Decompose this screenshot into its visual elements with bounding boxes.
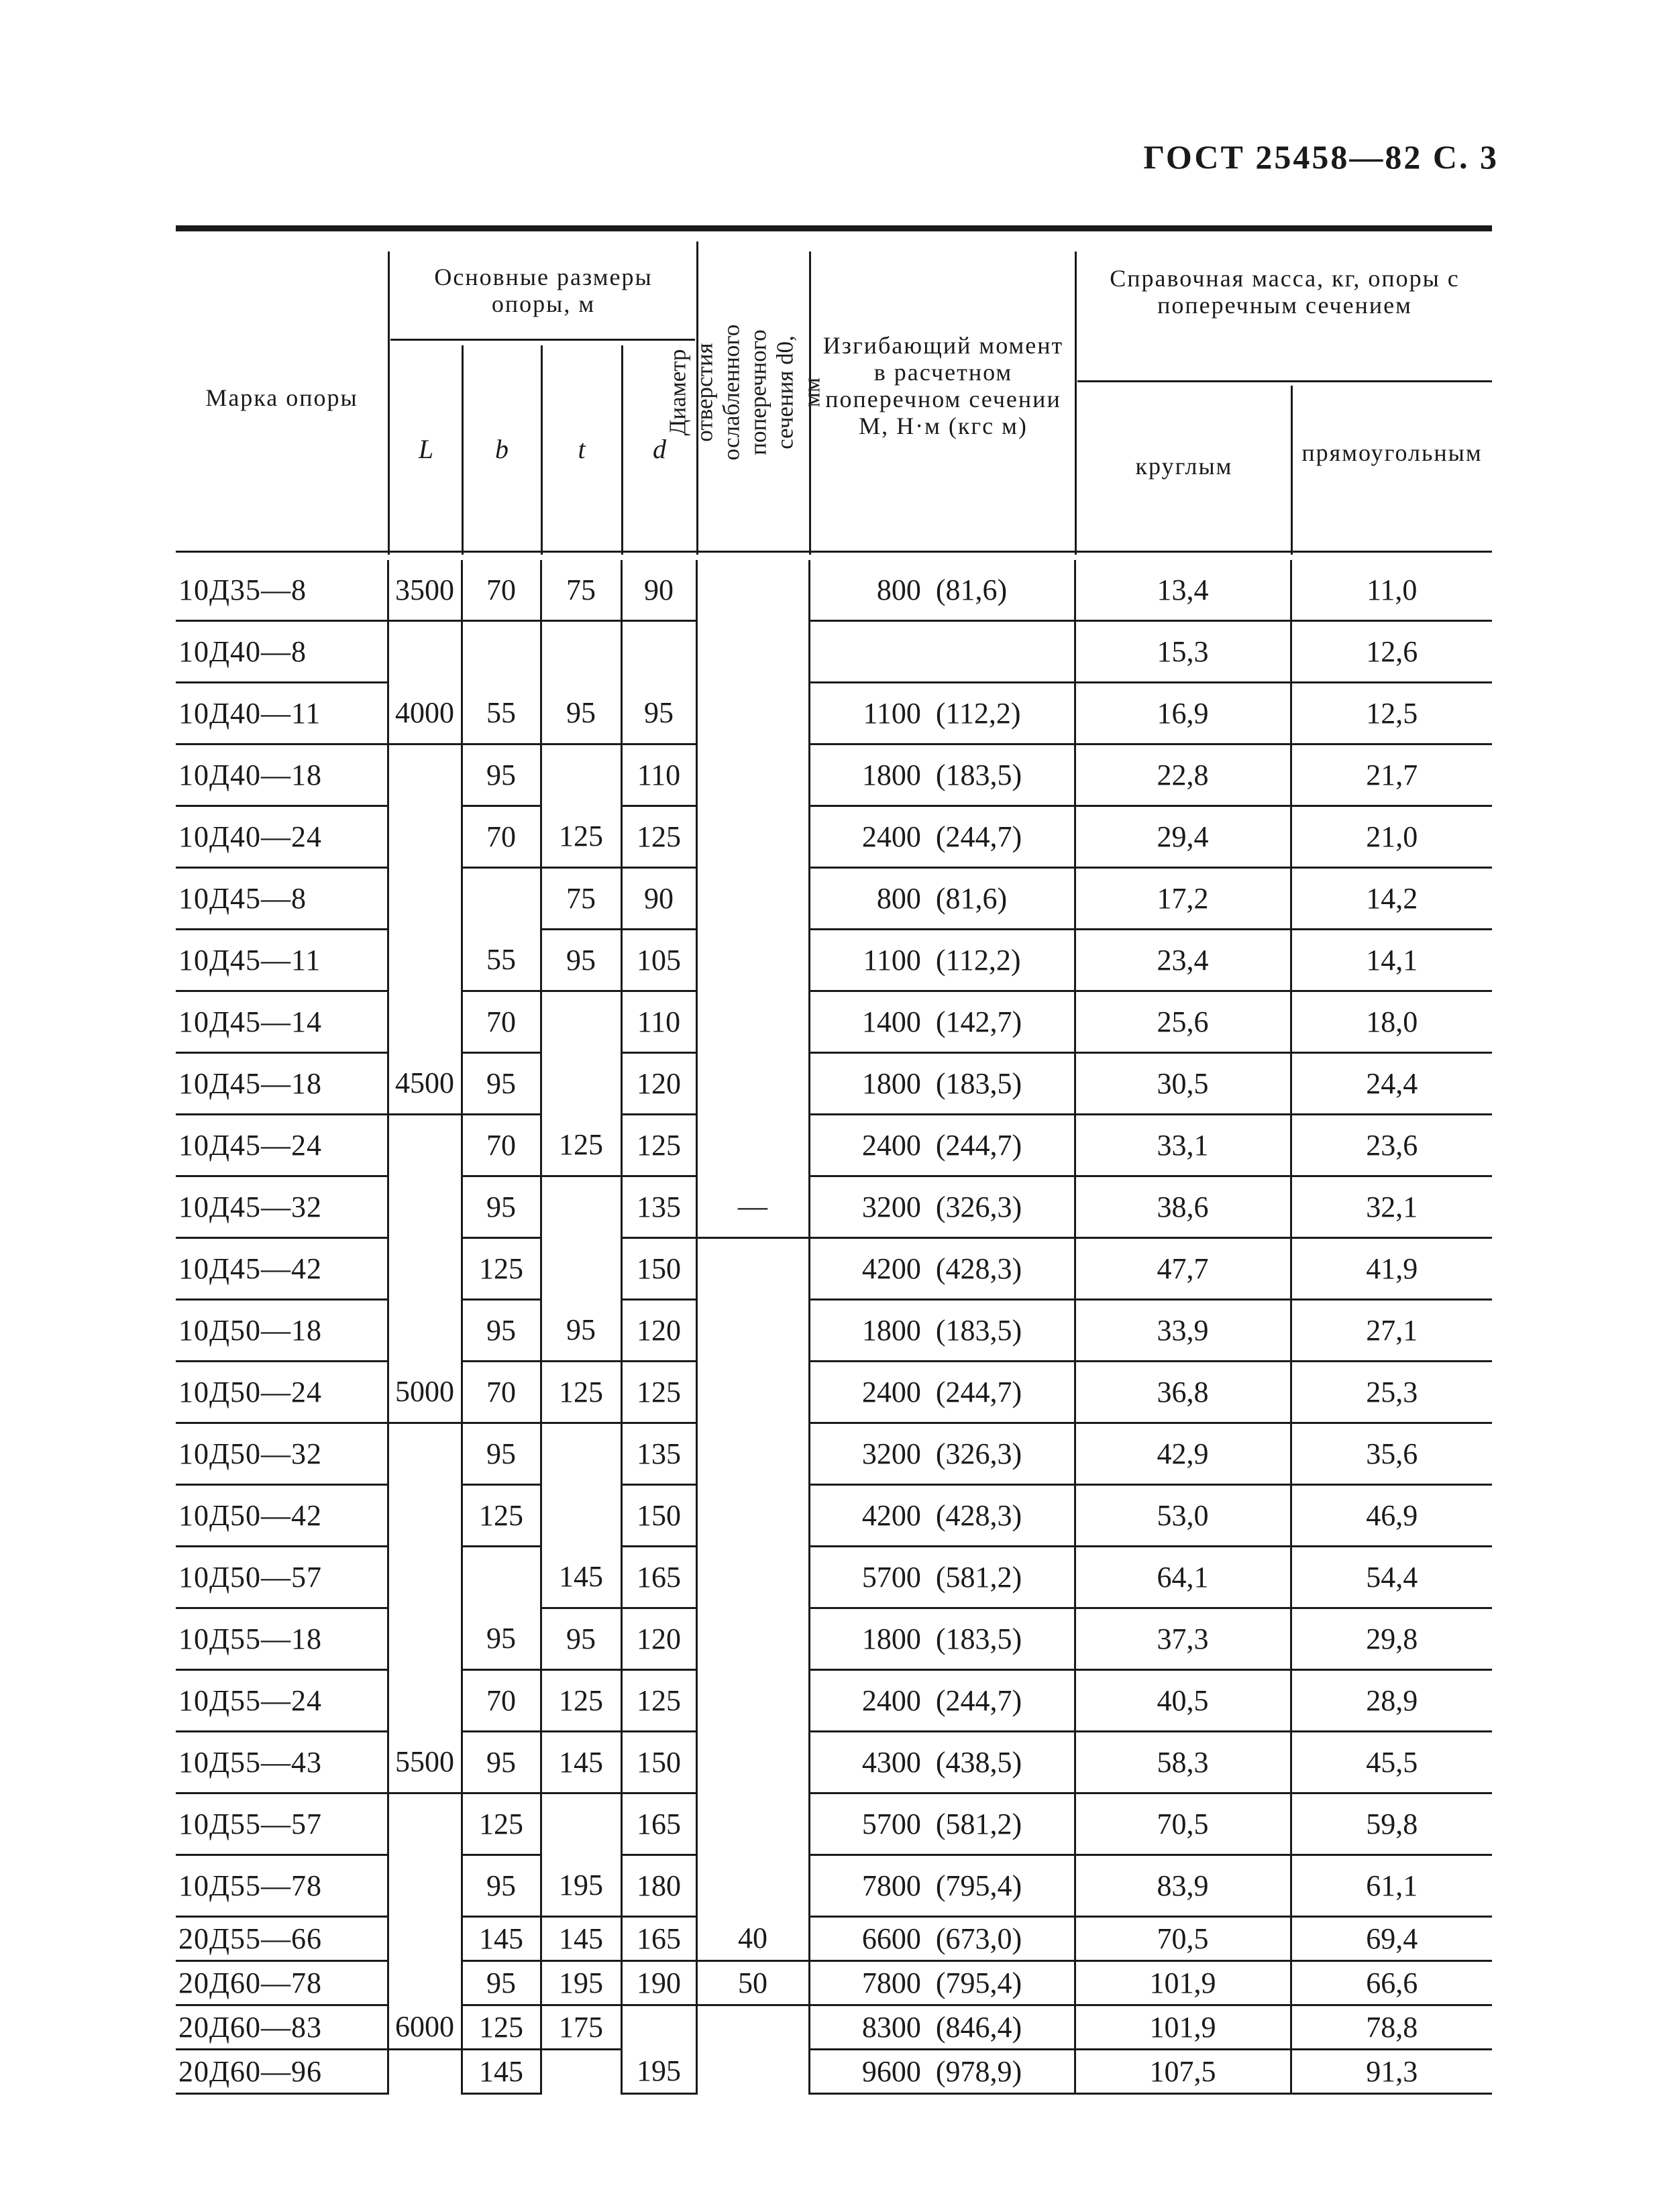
cell-mark: 10Д45—11: [176, 930, 388, 991]
table-row: [176, 1855, 1492, 1917]
cell-hole: [696, 1793, 809, 1855]
cell-hole: [696, 2005, 809, 2050]
cell-d: 195: [621, 2050, 696, 2094]
cell-rect: 32,1: [1291, 1176, 1492, 1238]
header-moment: Изгибающий момент в расчетном поперечном сечении M, Н·м (кгс м): [822, 332, 1064, 439]
cell-t: 125: [541, 1670, 621, 1732]
divider: [462, 345, 464, 555]
cell-round: 101,9: [1075, 1961, 1291, 2005]
cell-d: 90: [621, 560, 696, 621]
cell-mark: 10Д45—42: [176, 1238, 388, 1300]
cell-L: 4500: [388, 1053, 462, 1115]
cell-hole: [696, 1855, 809, 1917]
cell-moment: 5700 (581,2): [809, 1547, 1075, 1608]
cell-hole: [696, 930, 809, 991]
table-row: [176, 1423, 1492, 1485]
cell-d: 150: [621, 1238, 696, 1300]
cell-rect: 27,1: [1291, 1300, 1492, 1362]
cell-moment: 5700 (581,2): [809, 1793, 1075, 1855]
cell-moment: 7800 (795,4): [809, 1961, 1075, 2005]
cell-rect: 21,0: [1291, 806, 1492, 868]
cell-mark: 10Д35—8: [176, 560, 388, 621]
table-row: [176, 1300, 1492, 1362]
cell-moment: 6600 (673,0): [809, 1917, 1075, 1961]
cell-rect: 35,6: [1291, 1423, 1492, 1485]
table-row: [176, 1608, 1492, 1670]
cell-b: 70: [462, 1670, 541, 1732]
cell-t: [541, 744, 621, 806]
cell-rect: 29,8: [1291, 1608, 1492, 1670]
cell-d: 90: [621, 868, 696, 930]
cell-rect: 25,3: [1291, 1362, 1492, 1423]
cell-t: 75: [541, 560, 621, 621]
table-row: [176, 1793, 1492, 1855]
cell-t: 195: [541, 1961, 621, 2005]
cell-moment: 2400 (244,7): [809, 1115, 1075, 1176]
cell-L: [388, 1238, 462, 1300]
cell-b: 70: [462, 806, 541, 868]
header-b: b: [495, 434, 510, 464]
cell-L: [388, 930, 462, 991]
divider: [621, 345, 623, 555]
cell-rect: 14,1: [1291, 930, 1492, 991]
cell-L: [388, 806, 462, 868]
cell-rect: 66,6: [1291, 1961, 1492, 2005]
cell-t: 145: [541, 1732, 621, 1793]
cell-hole: [696, 1300, 809, 1362]
cell-b: 95: [462, 1608, 541, 1670]
table-row: [176, 1053, 1492, 1115]
cell-moment: 800 (81,6): [809, 560, 1075, 621]
cell-mark: 10Д45—18: [176, 1053, 388, 1115]
cell-mark: 20Д60—83: [176, 2005, 388, 2050]
header-dimensions: Основные размеры опоры, м: [434, 264, 653, 317]
cell-mark: 20Д55—66: [176, 1917, 388, 1961]
cell-mark: 10Д40—8: [176, 621, 388, 683]
cell-round: 13,4: [1075, 560, 1291, 621]
cell-b: 55: [462, 683, 541, 744]
cell-mark: 10Д45—32: [176, 1176, 388, 1238]
cell-b: 55: [462, 930, 541, 991]
cell-hole: [696, 1670, 809, 1732]
cell-rect: 59,8: [1291, 1793, 1492, 1855]
cell-b: 95: [462, 1300, 541, 1362]
cell-moment: 1400 (142,7): [809, 991, 1075, 1053]
cell-round: 64,1: [1075, 1547, 1291, 1608]
cell-L: 4000: [388, 683, 462, 744]
cell-moment: 2400 (244,7): [809, 1670, 1075, 1732]
cell-rect: 21,7: [1291, 744, 1492, 806]
cell-mark: 10Д40—11: [176, 683, 388, 744]
cell-d: 150: [621, 1485, 696, 1547]
cell-L: 5500: [388, 1732, 462, 1793]
cell-rect: 18,0: [1291, 991, 1492, 1053]
cell-mark: 10Д55—78: [176, 1855, 388, 1917]
cell-hole: [696, 991, 809, 1053]
cell-mark: 10Д55—18: [176, 1608, 388, 1670]
table-row: [176, 1115, 1492, 1176]
cell-rect: 69,4: [1291, 1917, 1492, 1961]
cell-L: [388, 1423, 462, 1485]
cell-rect: 14,2: [1291, 868, 1492, 930]
cell-moment: 1100 (112,2): [809, 930, 1075, 991]
cell-round: 15,3: [1075, 621, 1291, 683]
cell-d: 120: [621, 1300, 696, 1362]
cell-moment: 2400 (244,7): [809, 1362, 1075, 1423]
cell-round: 53,0: [1075, 1485, 1291, 1547]
cell-b: 95: [462, 1855, 541, 1917]
cell-rect: 23,6: [1291, 1115, 1492, 1176]
header-hole-diameter: [664, 241, 824, 543]
table-row: [176, 1670, 1492, 1732]
cell-round: 33,9: [1075, 1300, 1291, 1362]
table-row: [176, 1961, 1492, 2005]
cell-L: [388, 1855, 462, 1917]
cell-d: 125: [621, 1115, 696, 1176]
cell-b: 125: [462, 2005, 541, 2050]
cell-round: 17,2: [1075, 868, 1291, 930]
cell-hole: [696, 1238, 809, 1300]
cell-t: [541, 621, 621, 683]
cell-d: 135: [621, 1423, 696, 1485]
table-row: [176, 1732, 1492, 1793]
cell-t: 75: [541, 868, 621, 930]
cell-rect: 41,9: [1291, 1238, 1492, 1300]
cell-round: 47,7: [1075, 1238, 1291, 1300]
cell-rect: 12,6: [1291, 621, 1492, 683]
cell-b: 95: [462, 744, 541, 806]
cell-round: 23,4: [1075, 930, 1291, 991]
cell-mark: 10Д50—32: [176, 1423, 388, 1485]
cell-t: 95: [541, 683, 621, 744]
cell-hole: [696, 806, 809, 868]
cell-L: [388, 1961, 462, 2005]
divider: [390, 339, 695, 341]
cell-round: 101,9: [1075, 2005, 1291, 2050]
cell-moment: 2400 (244,7): [809, 806, 1075, 868]
cell-hole: 50: [696, 1961, 809, 2005]
cell-d: 125: [621, 1362, 696, 1423]
divider: [1077, 380, 1492, 382]
cell-d: 190: [621, 1961, 696, 2005]
cell-rect: 46,9: [1291, 1485, 1492, 1547]
cell-b: 70: [462, 1362, 541, 1423]
cell-L: [388, 1485, 462, 1547]
supports-table: [176, 560, 1492, 2095]
header-d: d: [653, 434, 668, 464]
cell-round: 33,1: [1075, 1115, 1291, 1176]
cell-hole: [696, 1485, 809, 1547]
table-row: [176, 1362, 1492, 1423]
cell-t: 145: [541, 1917, 621, 1961]
header-L: L: [418, 434, 435, 464]
cell-L: [388, 1115, 462, 1176]
divider: [388, 252, 390, 555]
cell-hole: [696, 1608, 809, 1670]
cell-rect: 11,0: [1291, 560, 1492, 621]
cell-moment: 8300 (846,4): [809, 2005, 1075, 2050]
cell-hole: [696, 621, 809, 683]
cell-t: 125: [541, 1115, 621, 1176]
cell-L: [388, 1608, 462, 1670]
table-row: [176, 560, 1492, 621]
table-row: [176, 868, 1492, 930]
cell-L: [388, 1670, 462, 1732]
cell-rect: 91,3: [1291, 2050, 1492, 2094]
cell-d: 120: [621, 1053, 696, 1115]
cell-round: 36,8: [1075, 1362, 1291, 1423]
cell-moment: 9600 (978,9): [809, 2050, 1075, 2094]
table-row: [176, 1547, 1492, 1608]
cell-t: 125: [541, 1362, 621, 1423]
cell-moment: 3200 (326,3): [809, 1423, 1075, 1485]
cell-mark: 10Д55—24: [176, 1670, 388, 1732]
cell-round: 70,5: [1075, 1917, 1291, 1961]
cell-round: 30,5: [1075, 1053, 1291, 1115]
cell-L: [388, 991, 462, 1053]
cell-t: 125: [541, 806, 621, 868]
cell-t: 95: [541, 1300, 621, 1362]
cell-round: 29,4: [1075, 806, 1291, 868]
table-row: [176, 2005, 1492, 2050]
header-round: круглым: [1135, 453, 1233, 480]
table-row: [176, 930, 1492, 991]
cell-d: 125: [621, 806, 696, 868]
cell-L: [388, 1176, 462, 1238]
cell-moment: 4200 (428,3): [809, 1485, 1075, 1547]
cell-t: [541, 1793, 621, 1855]
table-row: [176, 744, 1492, 806]
cell-t: 95: [541, 930, 621, 991]
cell-round: 40,5: [1075, 1670, 1291, 1732]
header-rect: прямоугольным: [1301, 439, 1483, 466]
cell-L: 5000: [388, 1362, 462, 1423]
cell-hole: —: [696, 1176, 809, 1238]
cell-d: 165: [621, 1547, 696, 1608]
cell-hole: [696, 1115, 809, 1176]
cell-b: 145: [462, 2050, 541, 2094]
cell-d: 150: [621, 1732, 696, 1793]
cell-round: 16,9: [1075, 683, 1291, 744]
cell-rect: 61,1: [1291, 1855, 1492, 1917]
cell-b: 95: [462, 1423, 541, 1485]
cell-L: [388, 1917, 462, 1961]
cell-hole: [696, 868, 809, 930]
cell-t: [541, 1423, 621, 1485]
cell-round: 70,5: [1075, 1793, 1291, 1855]
cell-rect: 28,9: [1291, 1670, 1492, 1732]
cell-d: 180: [621, 1855, 696, 1917]
header-t: t: [578, 434, 587, 464]
cell-t: [541, 1238, 621, 1300]
cell-t: 195: [541, 1855, 621, 1917]
cell-t: [541, 991, 621, 1053]
cell-b: 95: [462, 1053, 541, 1115]
cell-b: 125: [462, 1485, 541, 1547]
cell-L: 6000: [388, 2005, 462, 2050]
cell-round: 25,6: [1075, 991, 1291, 1053]
cell-d: 95: [621, 683, 696, 744]
table-header-rule: [176, 551, 1492, 553]
cell-d: [621, 621, 696, 683]
cell-b: 125: [462, 1238, 541, 1300]
cell-L: 3500: [388, 560, 462, 621]
cell-mark: 10Д55—43: [176, 1732, 388, 1793]
cell-rect: 12,5: [1291, 683, 1492, 744]
cell-moment: 7800 (795,4): [809, 1855, 1075, 1917]
cell-moment: 3200 (326,3): [809, 1176, 1075, 1238]
cell-L: [388, 868, 462, 930]
header-mass: Справочная масса, кг, опоры с поперечным сечением: [1110, 265, 1460, 319]
divider: [1291, 386, 1293, 555]
cell-moment: 1800 (183,5): [809, 744, 1075, 806]
cell-b: [462, 1547, 541, 1608]
cell-rect: 45,5: [1291, 1732, 1492, 1793]
header-hole-text: Диаметр отверстия ослабленного поперечного сечения d0, мм: [664, 324, 824, 461]
cell-t: 95: [541, 1608, 621, 1670]
cell-hole: [696, 1053, 809, 1115]
cell-L: [388, 2050, 462, 2094]
cell-b: 95: [462, 1961, 541, 2005]
cell-d: 110: [621, 744, 696, 806]
cell-moment: 800 (81,6): [809, 868, 1075, 930]
cell-d: [621, 2005, 696, 2050]
cell-b: 145: [462, 1917, 541, 1961]
cell-round: 83,9: [1075, 1855, 1291, 1917]
cell-rect: 78,8: [1291, 2005, 1492, 2050]
cell-round: 58,3: [1075, 1732, 1291, 1793]
table-row: [176, 806, 1492, 868]
cell-moment: 1800 (183,5): [809, 1053, 1075, 1115]
cell-mark: 10Д45—8: [176, 868, 388, 930]
cell-mark: 10Д45—24: [176, 1115, 388, 1176]
divider: [541, 345, 543, 555]
cell-mark: 10Д50—42: [176, 1485, 388, 1547]
cell-moment: 1800 (183,5): [809, 1300, 1075, 1362]
cell-round: 107,5: [1075, 2050, 1291, 2094]
table-row: [176, 621, 1492, 683]
cell-d: 105: [621, 930, 696, 991]
cell-L: [388, 1547, 462, 1608]
cell-moment: [809, 621, 1075, 683]
divider: [1075, 252, 1077, 555]
table-row: [176, 2050, 1492, 2094]
cell-b: [462, 868, 541, 930]
cell-d: 165: [621, 1793, 696, 1855]
cell-b: 70: [462, 1115, 541, 1176]
cell-mark: 10Д50—24: [176, 1362, 388, 1423]
cell-b: 125: [462, 1793, 541, 1855]
cell-mark: 10Д50—57: [176, 1547, 388, 1608]
cell-hole: [696, 744, 809, 806]
cell-b: 95: [462, 1176, 541, 1238]
cell-moment: 4300 (438,5): [809, 1732, 1075, 1793]
cell-t: [541, 1176, 621, 1238]
cell-round: 37,3: [1075, 1608, 1291, 1670]
cell-mark: 10Д45—14: [176, 991, 388, 1053]
cell-moment: 1800 (183,5): [809, 1608, 1075, 1670]
cell-mark: 10Д55—57: [176, 1793, 388, 1855]
table-row: [176, 1238, 1492, 1300]
table-row: [176, 1176, 1492, 1238]
cell-hole: [696, 683, 809, 744]
cell-hole: 40: [696, 1917, 809, 1961]
cell-round: 22,8: [1075, 744, 1291, 806]
cell-d: 120: [621, 1608, 696, 1670]
cell-L: [388, 1793, 462, 1855]
cell-t: [541, 2050, 621, 2094]
table-top-rule: [176, 225, 1492, 231]
cell-moment: 4200 (428,3): [809, 1238, 1075, 1300]
cell-hole: [696, 1547, 809, 1608]
cell-hole: [696, 1423, 809, 1485]
cell-mark: 10Д40—24: [176, 806, 388, 868]
cell-hole: [696, 1362, 809, 1423]
cell-mark: 10Д50—18: [176, 1300, 388, 1362]
table-row: [176, 1485, 1492, 1547]
table-row: [176, 991, 1492, 1053]
cell-b: 70: [462, 991, 541, 1053]
table-header: [176, 231, 1492, 555]
cell-hole: [696, 1732, 809, 1793]
cell-d: 165: [621, 1917, 696, 1961]
cell-d: 135: [621, 1176, 696, 1238]
cell-hole: [696, 2050, 809, 2094]
cell-rect: 24,4: [1291, 1053, 1492, 1115]
cell-t: [541, 1485, 621, 1547]
header-mark: Марка опоры: [205, 384, 358, 411]
cell-t: 175: [541, 2005, 621, 2050]
cell-t: [541, 1053, 621, 1115]
cell-t: 145: [541, 1547, 621, 1608]
cell-b: 95: [462, 1732, 541, 1793]
cell-round: 42,9: [1075, 1423, 1291, 1485]
cell-L: [388, 1300, 462, 1362]
table-row: [176, 683, 1492, 744]
table-row: [176, 1917, 1492, 1961]
page-header: ГОСТ 25458—82 С. 3: [1143, 138, 1499, 176]
cell-hole: [696, 560, 809, 621]
cell-d: 110: [621, 991, 696, 1053]
cell-rect: 54,4: [1291, 1547, 1492, 1608]
cell-moment: 1100 (112,2): [809, 683, 1075, 744]
cell-d: 125: [621, 1670, 696, 1732]
cell-b: 70: [462, 560, 541, 621]
cell-mark: 20Д60—96: [176, 2050, 388, 2094]
cell-mark: 10Д40—18: [176, 744, 388, 806]
cell-round: 38,6: [1075, 1176, 1291, 1238]
cell-b: [462, 621, 541, 683]
cell-L: [388, 621, 462, 683]
cell-L: [388, 744, 462, 806]
cell-mark: 20Д60—78: [176, 1961, 388, 2005]
